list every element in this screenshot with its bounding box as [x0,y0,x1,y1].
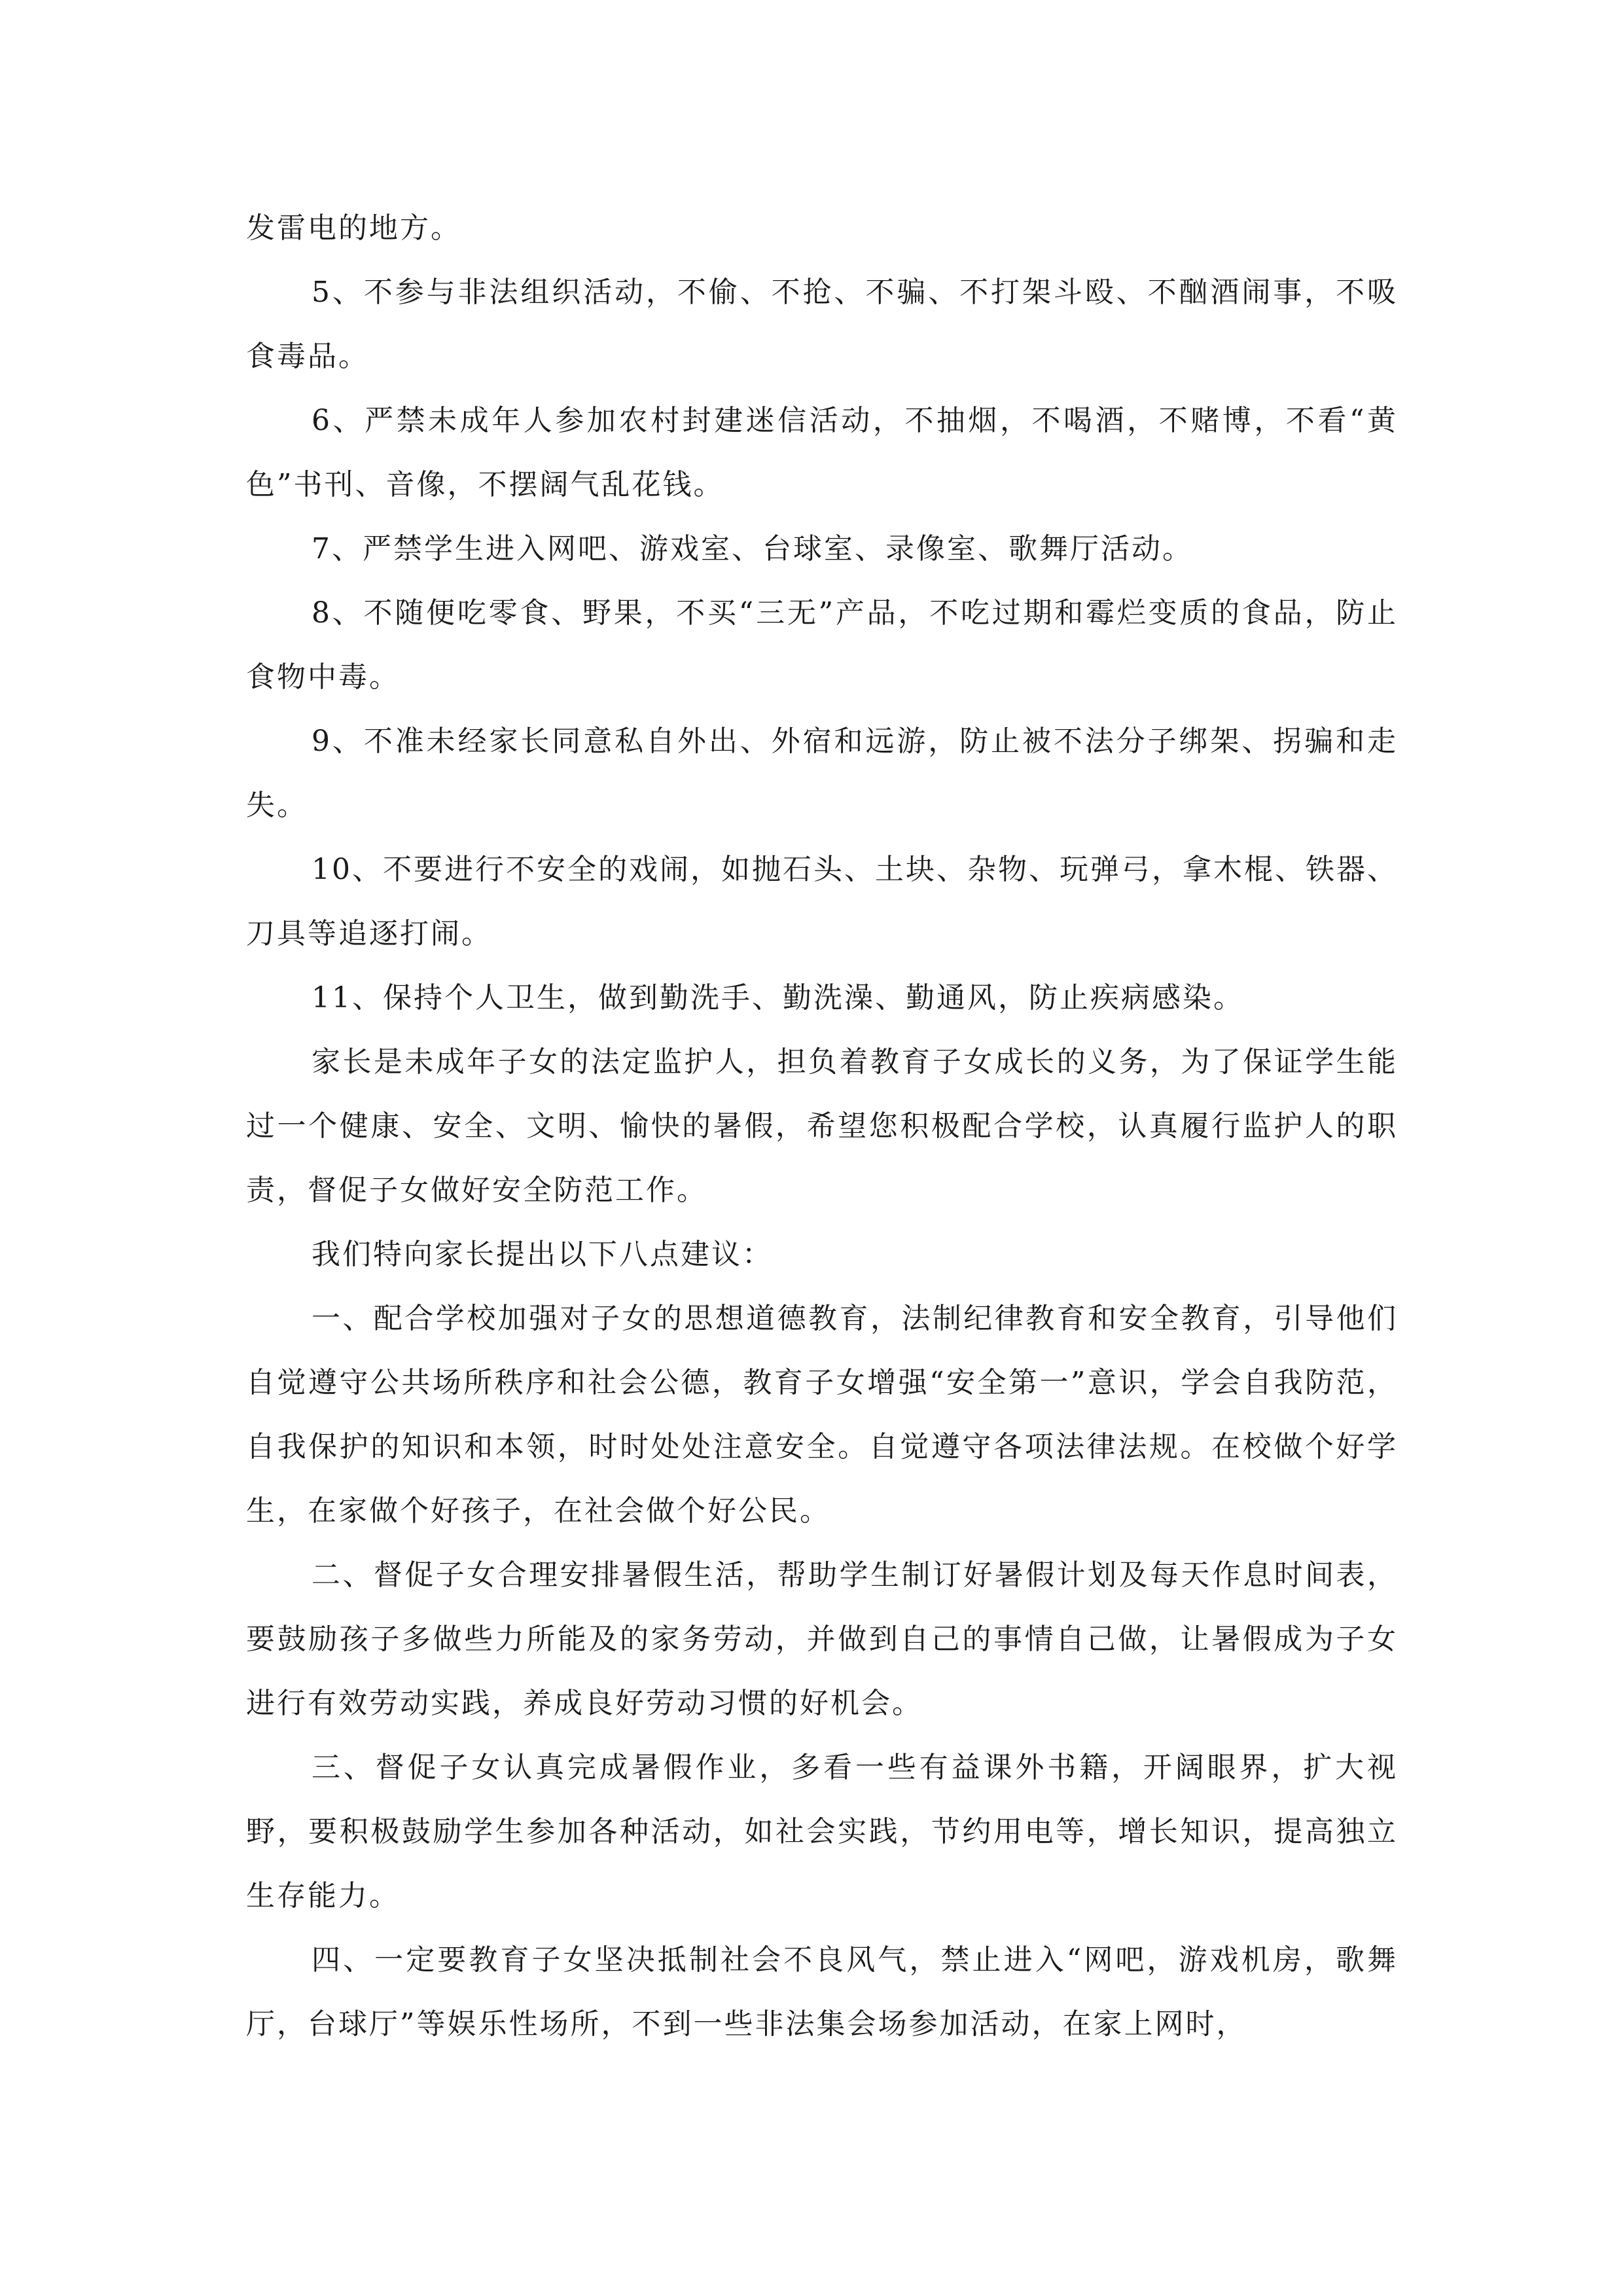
paragraph-item-10: 10、不要进行不安全的戏闹，如抛石头、土块、杂物、玩弹弓，拿木棍、铁器、刀具等追逐打闹。 [246,853,1398,950]
paragraph-suggestion-1: 一、配合学校加强对子女的思想道德教育，法制纪律教育和安全教育，引导他们自觉遵守公共场所秩序和社会公德，教育子女增强“安全第一”意识，学会自我防范，自我保护的知识和本领，时时处处注意安全。自觉遵守各项法律法规。在校做个好学生，在家做个好孩子，在社会做个好公民。 [246,1302,1398,1528]
paragraph-item-6: 6、严禁未成年人参加农村封建迷信活动，不抽烟，不喝酒，不赌博，不看“黄色”书刊、音像，不摆阔气乱花钱。 [246,404,1398,501]
paragraph-suggestion-4: 四、一定要教育子女坚决抵制社会不良风气，禁止进入“网吧，游戏机房，歌舞厅，台球厅”等娱乐性场所，不到一些非法集会场参加活动，在家上网时， [246,1943,1398,2041]
paragraph-item-9: 9、不准未经家长同意私自外出、外宿和远游，防止被不法分子绑架、拐骗和走失。 [246,725,1398,822]
paragraph-continuation: 发雷电的地方。 [246,211,461,245]
paragraph-item-5: 5、不参与非法组织活动，不偷、不抢、不骗、不打架斗殴、不酗酒闹事，不吸食毒品。 [246,276,1398,373]
paragraph-suggestion-3: 三、督促子女认真完成暑假作业，多看一些有益课外书籍，开阔眼界，扩大视野，要积极鼓励学生参加各种活动，如社会实践，节约用电等，增长知识，提高独立生存能力。 [246,1751,1398,1912]
paragraph-item-11: 11、保持个人卫生，做到勤洗手、勤洗澡、勤通风，防止疾病感染。 [312,981,1244,1014]
paragraph-suggestion-2: 二、督促子女合理安排暑假生活，帮助学生制订好暑假计划及每天作息时间表，要鼓励孩子多做些力所能及的家务劳动，并做到自己的事情自己做，让暑假成为子女进行有效劳动实践，养成良好劳动习惯的好机会。 [246,1558,1398,1720]
paragraph-suggestions-intro: 我们特向家长提出以下八点建议： [312,1238,773,1271]
document-body [246,196,1398,2056]
paragraph-item-8: 8、不随便吃零食、野果，不买“三无”产品，不吃过期和霉烂变质的食品，防止食物中毒。 [246,596,1398,694]
paragraph-guardian-duty: 家长是未成年子女的法定监护人，担负着教育子女成长的义务，为了保证学生能过一个健康、安全、文明、愉快的暑假，希望您积极配合学校，认真履行监护人的职责，督促子女做好安全防范工作。 [246,1045,1398,1207]
paragraph-item-7: 7、严禁学生进入网吧、游戏室、台球室、录像室、歌舞厅活动。 [312,532,1193,565]
